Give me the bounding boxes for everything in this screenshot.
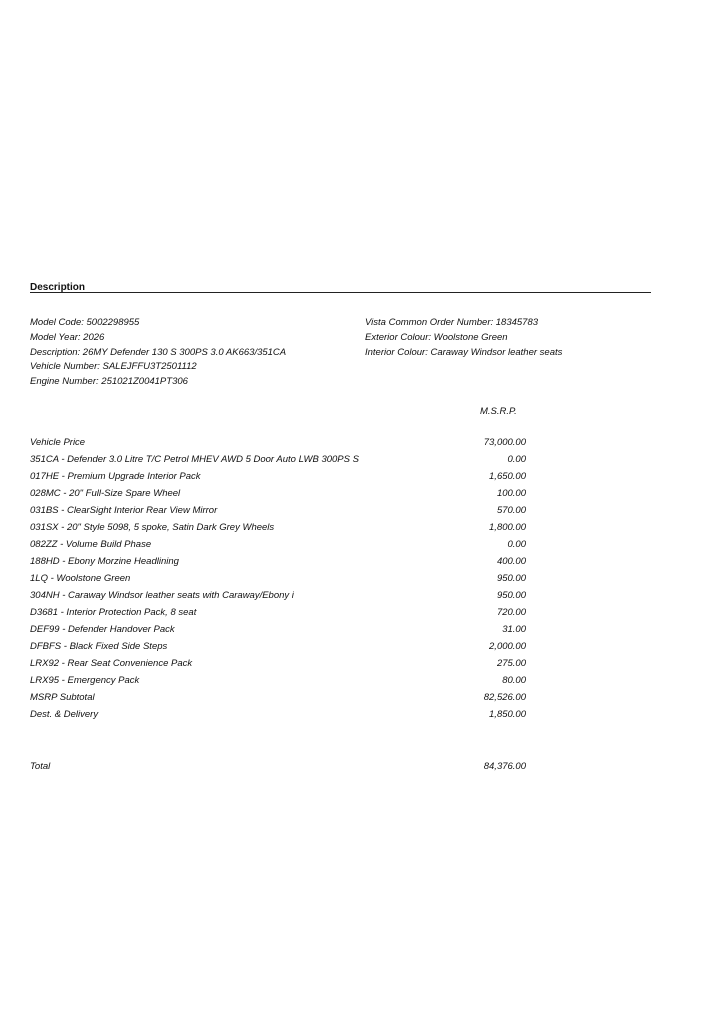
line-item-label: Vehicle Price [30,437,86,448]
line-item-row [30,641,530,658]
line-item-amount: 570.00 [496,505,526,516]
line-item-row [30,454,530,471]
line-item-label: Dest. & Delivery [30,709,99,720]
line-item-amount: 950.00 [496,573,526,584]
line-item-label: 1LQ - Woolstone Green [30,573,131,584]
line-item-amount: 1,850.00 [489,709,526,720]
line-items-list [30,437,530,726]
line-item-row [30,607,530,624]
line-item-row [30,658,530,675]
line-item-label: MSRP Subtotal [30,692,95,703]
vehicle-info-left [30,316,286,390]
line-item-label: D3681 - Interior Protection Pack, 8 seat [30,607,197,618]
line-item-label: 351CA - Defender 3.0 Litre T/C Petrol MHEV AWD 5 Door Auto LWB 300PS S [30,454,359,465]
line-item-row [30,539,530,556]
line-item-amount: 400.00 [496,556,526,567]
line-item-label: 188HD - Ebony Morzine Headlining [30,556,179,567]
line-item-amount: 950.00 [496,590,526,601]
line-item-label: 082ZZ - Volume Build Phase [30,539,152,550]
vehicle-info-line: Description: 26MY Defender 130 S 300PS 3.0 AK663/351CA [30,346,287,358]
vehicle-info-line: Model Code: 5002298955 [30,317,140,328]
total-row [30,761,530,775]
line-item-label: 028MC - 20" Full-Size Spare Wheel [30,488,181,499]
section-heading: Description [30,282,86,293]
line-item-row [30,709,530,726]
order-info-line: Interior Colour: Caraway Windsor leather seats [365,346,563,358]
line-item-label: LRX95 - Emergency Pack [30,675,140,686]
line-item-row [30,590,530,607]
line-item-label: LRX92 - Rear Seat Convenience Pack [30,658,193,669]
vehicle-info-line: Engine Number: 251021Z0041PT306 [30,376,188,388]
line-item-amount: 100.00 [496,488,526,499]
line-item-row [30,488,530,505]
line-item-row [30,573,530,590]
line-item-amount: 80.00 [502,675,526,686]
line-item-amount: 73,000.00 [483,437,526,448]
line-item-row [30,471,530,488]
line-item-row [30,556,530,573]
vehicle-info-line: Model Year: 2026 [30,331,105,343]
line-item-amount: 1,650.00 [489,471,526,482]
line-item-amount: 82,526.00 [483,692,526,703]
line-item-row [30,675,530,692]
line-item-row [30,437,530,454]
line-item-label: 017HE - Premium Upgrade Interior Pack [30,471,201,482]
line-item-amount: 275.00 [496,658,526,669]
order-info-line: Exterior Colour: Woolstone Green [365,331,508,343]
line-item-label: 031SX - 20" Style 5098, 5 spoke, Satin Dark Grey Wheels [30,522,275,533]
line-item-row [30,522,530,539]
total-label: Total [30,761,51,772]
line-item-amount: 0.00 [507,539,526,550]
line-item-amount: 720.00 [496,607,526,618]
line-item-amount: 1,800.00 [489,522,526,533]
total-amount: 84,376.00 [483,761,526,772]
vehicle-info-right [365,316,562,360]
line-item-row [30,692,530,709]
line-item-label: DEF99 - Defender Handover Pack [30,624,175,635]
line-item-row [30,505,530,522]
line-item-amount: 31.00 [502,624,526,635]
line-item-row [30,624,530,641]
line-item-label: DFBFS - Black Fixed Side Steps [30,641,168,652]
vehicle-info-line: Vehicle Number: SALEJFFU3T2501112 [30,361,197,373]
msrp-column-header: M.S.R.P. [480,406,517,417]
order-info-line: Vista Common Order Number: 18345783 [365,317,539,328]
line-item-amount: 2,000.00 [489,641,526,652]
line-item-amount: 0.00 [507,454,526,465]
line-item-label: 304NH - Caraway Windsor leather seats with Caraway/Ebony i [30,590,294,601]
heading-divider [30,292,651,293]
line-item-label: 031BS - ClearSight Interior Rear View Mirror [30,505,218,516]
